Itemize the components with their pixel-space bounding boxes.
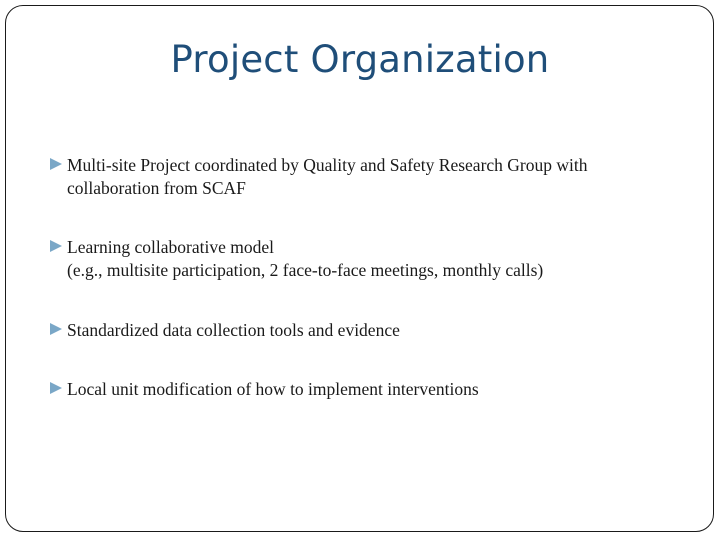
bullet-item-4 <box>49 378 679 401</box>
bullet-item-2 <box>49 236 679 282</box>
bullet-text: Learning collaborative model (e.g., multisite participation, 2 face-to-face meetings, monthly calls) <box>67 237 544 280</box>
triangle-bullet-icon <box>49 239 63 253</box>
bullet-text: Multi-site Project coordinated by Quality and Safety Research Group with collaboration from SCAF <box>67 155 588 198</box>
bullet-item-3 <box>49 319 679 342</box>
triangle-bullet-icon <box>49 381 63 395</box>
slide-title: Project Organization <box>170 38 550 81</box>
triangle-bullet-icon <box>49 157 63 171</box>
bullet-text: Local unit modification of how to implement interventions <box>67 379 479 399</box>
bullet-item-1 <box>49 154 679 200</box>
triangle-bullet-icon <box>49 322 63 336</box>
bullet-text: Standardized data collection tools and evidence <box>67 320 400 340</box>
